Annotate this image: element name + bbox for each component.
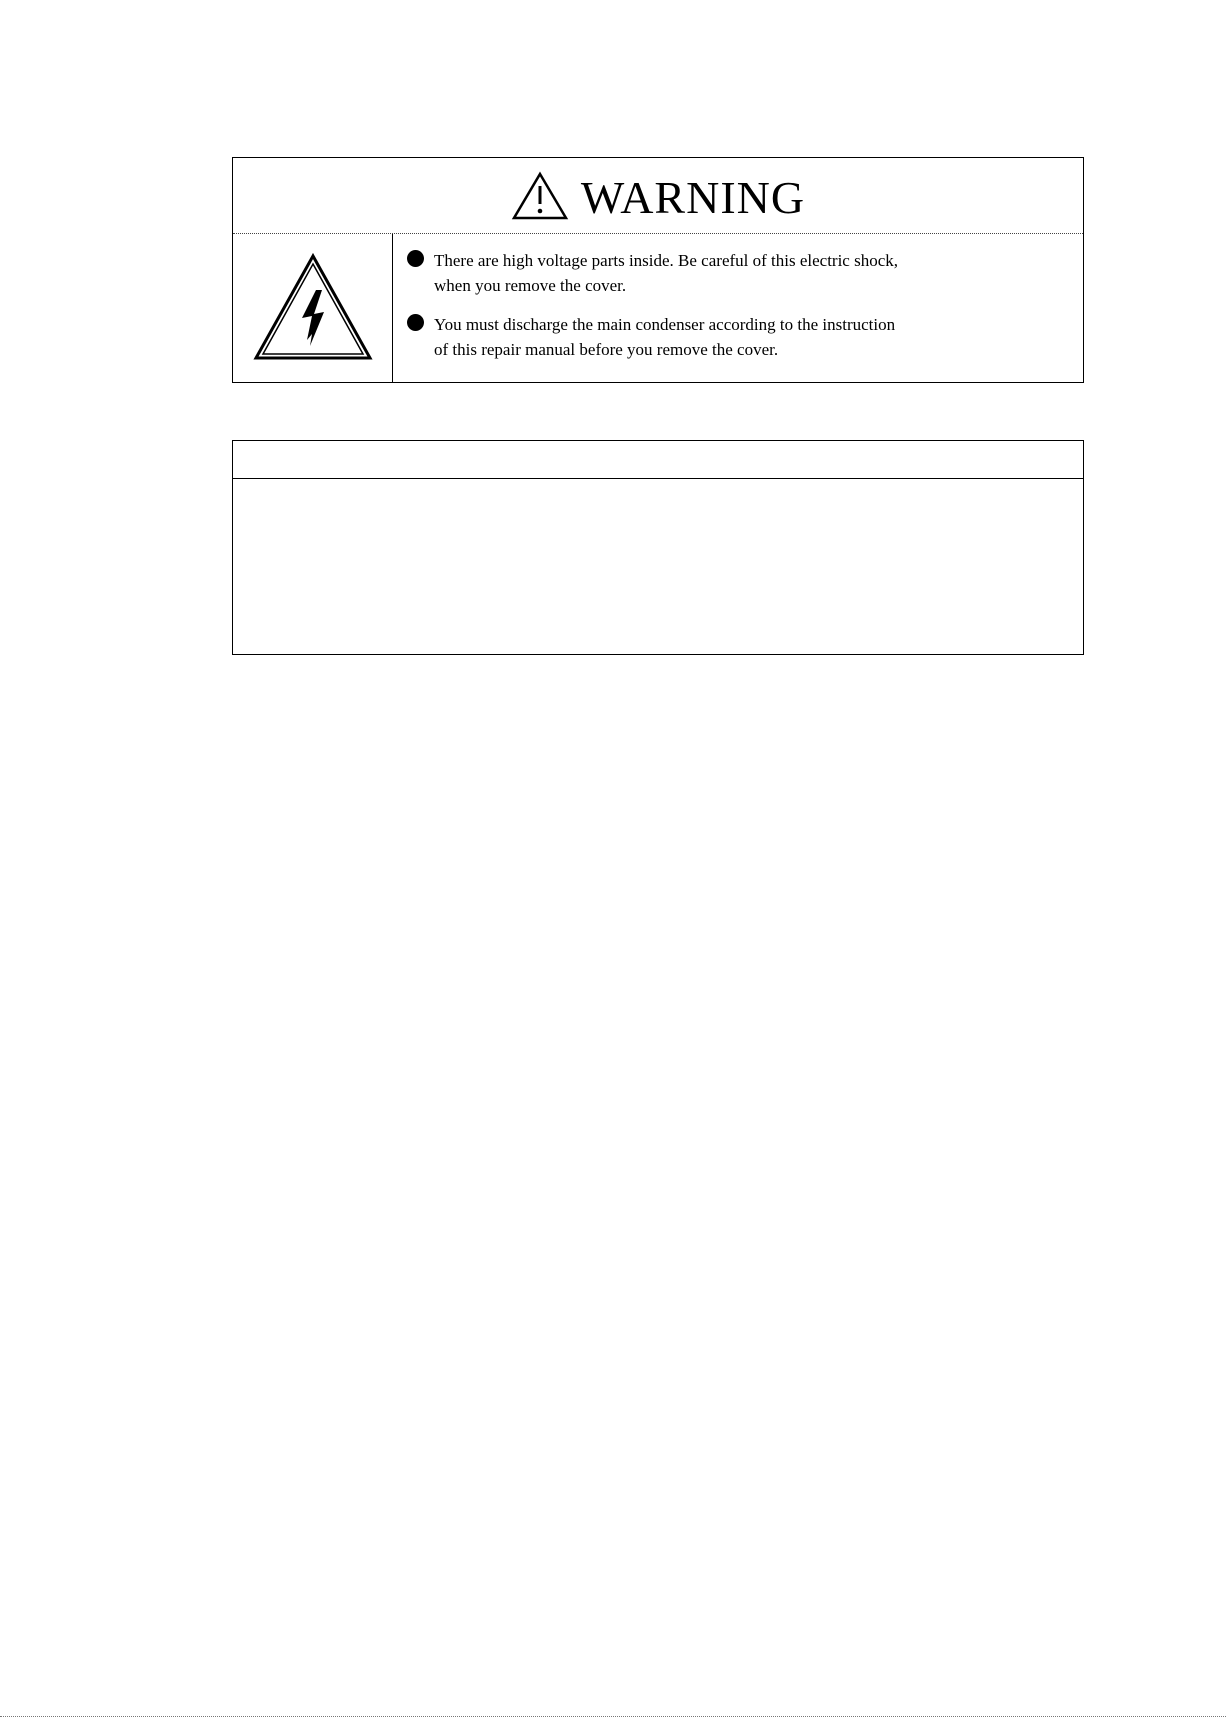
bullet-icon: [407, 314, 424, 331]
warning-item-high-voltage: [407, 248, 1073, 298]
warning-box: [232, 157, 1084, 383]
empty-notice-header: [233, 441, 1083, 479]
shock-icon-cell: [233, 234, 393, 382]
warning-header: [233, 158, 1083, 234]
bullet-icon: [407, 250, 424, 267]
warning-item-text: [434, 312, 895, 362]
caution-triangle-icon: [511, 171, 569, 221]
warning-item-discharge: [407, 312, 1073, 362]
warning-body: [233, 234, 1083, 382]
warning-item-line: when you remove the cover.: [434, 276, 627, 295]
warning-text-cell: [393, 234, 1083, 382]
warning-item-text: [434, 248, 898, 298]
empty-notice-box: [232, 440, 1084, 655]
high-voltage-triangle-icon: [252, 252, 374, 364]
page-bottom-rule: [0, 1716, 1226, 1717]
warning-title: WARNING: [580, 171, 806, 223]
warning-item-line: You must discharge the main condenser according to the instruction: [434, 315, 896, 334]
warning-item-line: of this repair manual before you remove the cover.: [434, 340, 779, 359]
warning-item-line: There are high voltage parts inside. Be careful of this electric shock,: [434, 251, 899, 270]
